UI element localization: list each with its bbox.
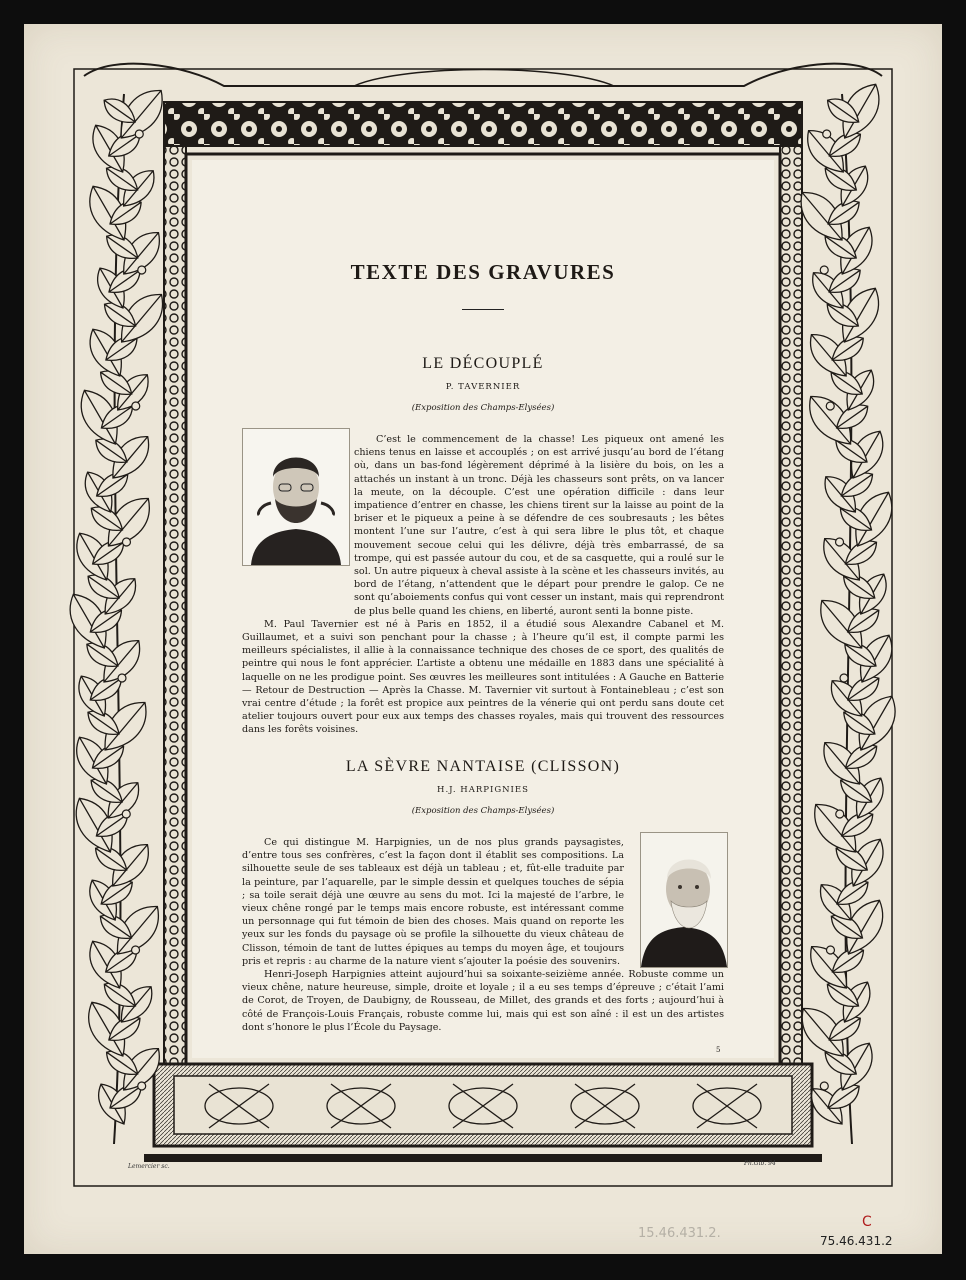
pencil-inventory-number: 15.46.431.2. xyxy=(638,1226,721,1241)
engraver-signature-right: Ph.Gib. 94 xyxy=(744,1160,776,1167)
section2-paragraph: Ce qui distingue M. Harpignies, un de nos plus grands paysagistes, d’entre tous ses confrères, c’est la façon dont il établit ses compositions. La silhouette seule de ses tableaux est déjà un tableau ; et, fût-elle traduite par la peinture, par l’aquarelle, par le simple dessin et quelques touches de sépia ; sa toile serait déjà une œuvre au sens du mot. Ici la majesté de l’arbre, le vieux chêne rongé par le temps mais encore robuste, est intéressant comme un personnage qui fut témoin de bien des choses. Mais quand on reporte les yeux sur les fonds du paysage où se profile la silhouette du vieux château de Clisson, témoin de tant de luttes épiques au temps du moyen âge, et toujours pris et repris : au charme de la nature vient s’ajouter la poésie des souvenirs. xyxy=(242,837,624,967)
section2-artist: H.J. HARPIGNIES xyxy=(437,785,529,795)
section1-body xyxy=(242,433,724,737)
section1-paragraph: C’est le commencement de la chasse! Les piqueux ont amené les chiens tenus en laisse et accouplés ; on est arrivé jusqu’au bord de l’étang où, dans un bas-fond légèrement déprimé à la lisière du bois, on les a attachés un instant à un tronc. Déjà les chasseurs sont prêts, on va lancer la meute, on la découple. C’est une opération difficile : dans leur impatience d’entrer en chasse, les chiens tirent sur la laisse au point de la briser et le piqueux a peine à se défendre de ces soubresauts ; les bêtes montent l’une sur l’autre, c’est à qui sera libre le plus tôt, et chaque mouvement secoue celui qui les délivre, déjà très embarrassé, de sa trompe, qui est passée autour du cou, et de sa casquette, qui a roulé sur le sol. Un autre piqueux à cheval assiste à la scène et les chasseurs invités, au bord de l’étang, n’attendent que le départ pour prendre le galop. Ce ne sont qu’aboiements confus qui vont cesser un instant, mais qui reprendront de plus belle quand les chiens, en liberté, auront senti la bonne piste. xyxy=(354,434,725,617)
page-number: 5 xyxy=(716,1046,721,1054)
section2-title: LA SÈVRE NANTAISE (CLISSON) xyxy=(345,758,621,775)
text-panel xyxy=(192,160,774,1058)
section2-exhibition: (Exposition des Champs-Elysées) xyxy=(411,806,555,816)
page-title: TEXTE DES GRAVURES xyxy=(350,260,616,284)
paper-sheet xyxy=(24,24,942,1254)
archive-letter: C xyxy=(862,1214,872,1230)
section1-paragraph: M. Paul Tavernier est né à Paris en 1852, il a étudié sous Alexandre Cabanel et M. Guillaumet, et a suivi son penchant pour la chasse ; à l’heure qu’il est, il compte parmi les meilleurs spécialistes, il allie à la connaissance technique des choses de ce sport, des qualités de peintre qui nous le font apprécier. L’artiste a obtenu une médaille en 1883 dans une spécialité à laquelle on ne les prodigue point. Ses œuvres les meilleures sont intitulées : A Gauche en Batterie — Retour de Destruction — Après la Chasse. M. Tavernier vit surtout à Fontainebleau ; c’est son vrai centre d’étude ; la forêt est propice aux peintres de la vénerie qui ont perdu sans doute cet atelier toujours ouvert pour eux aux temps des chasses royales, mais qui trouvent des ressources dans les forêts voisines. xyxy=(242,618,724,736)
section1-title: LE DÉCOUPLÉ xyxy=(422,355,544,372)
section2-body xyxy=(242,836,724,1034)
section1-exhibition: (Exposition des Champs-Elysées) xyxy=(411,403,555,413)
section2-paragraph: Henri-Joseph Harpignies atteint aujourd’hui sa soixante-seizième année. Robuste comme un vieux chêne, nature heureuse, simple, droite et loyale ; il a eu ses temps d’épreuve ; c’était l’ami de Corot, de Troyen, de Daubigny, de Rousseau, de Millet, des grands et des forts ; aujourd’hui à côté de François-Louis Français, robuste comme lui, mais qui est son aîné : il est un des artistes dont s’honore le plus l’École du Paysage. xyxy=(242,969,724,1033)
title-divider xyxy=(462,309,504,310)
archive-number: 75.46.431.2 xyxy=(820,1234,893,1248)
engraver-signature-left: Lemercier sc. xyxy=(128,1163,170,1170)
section1-artist: P. TAVERNIER xyxy=(445,382,521,392)
